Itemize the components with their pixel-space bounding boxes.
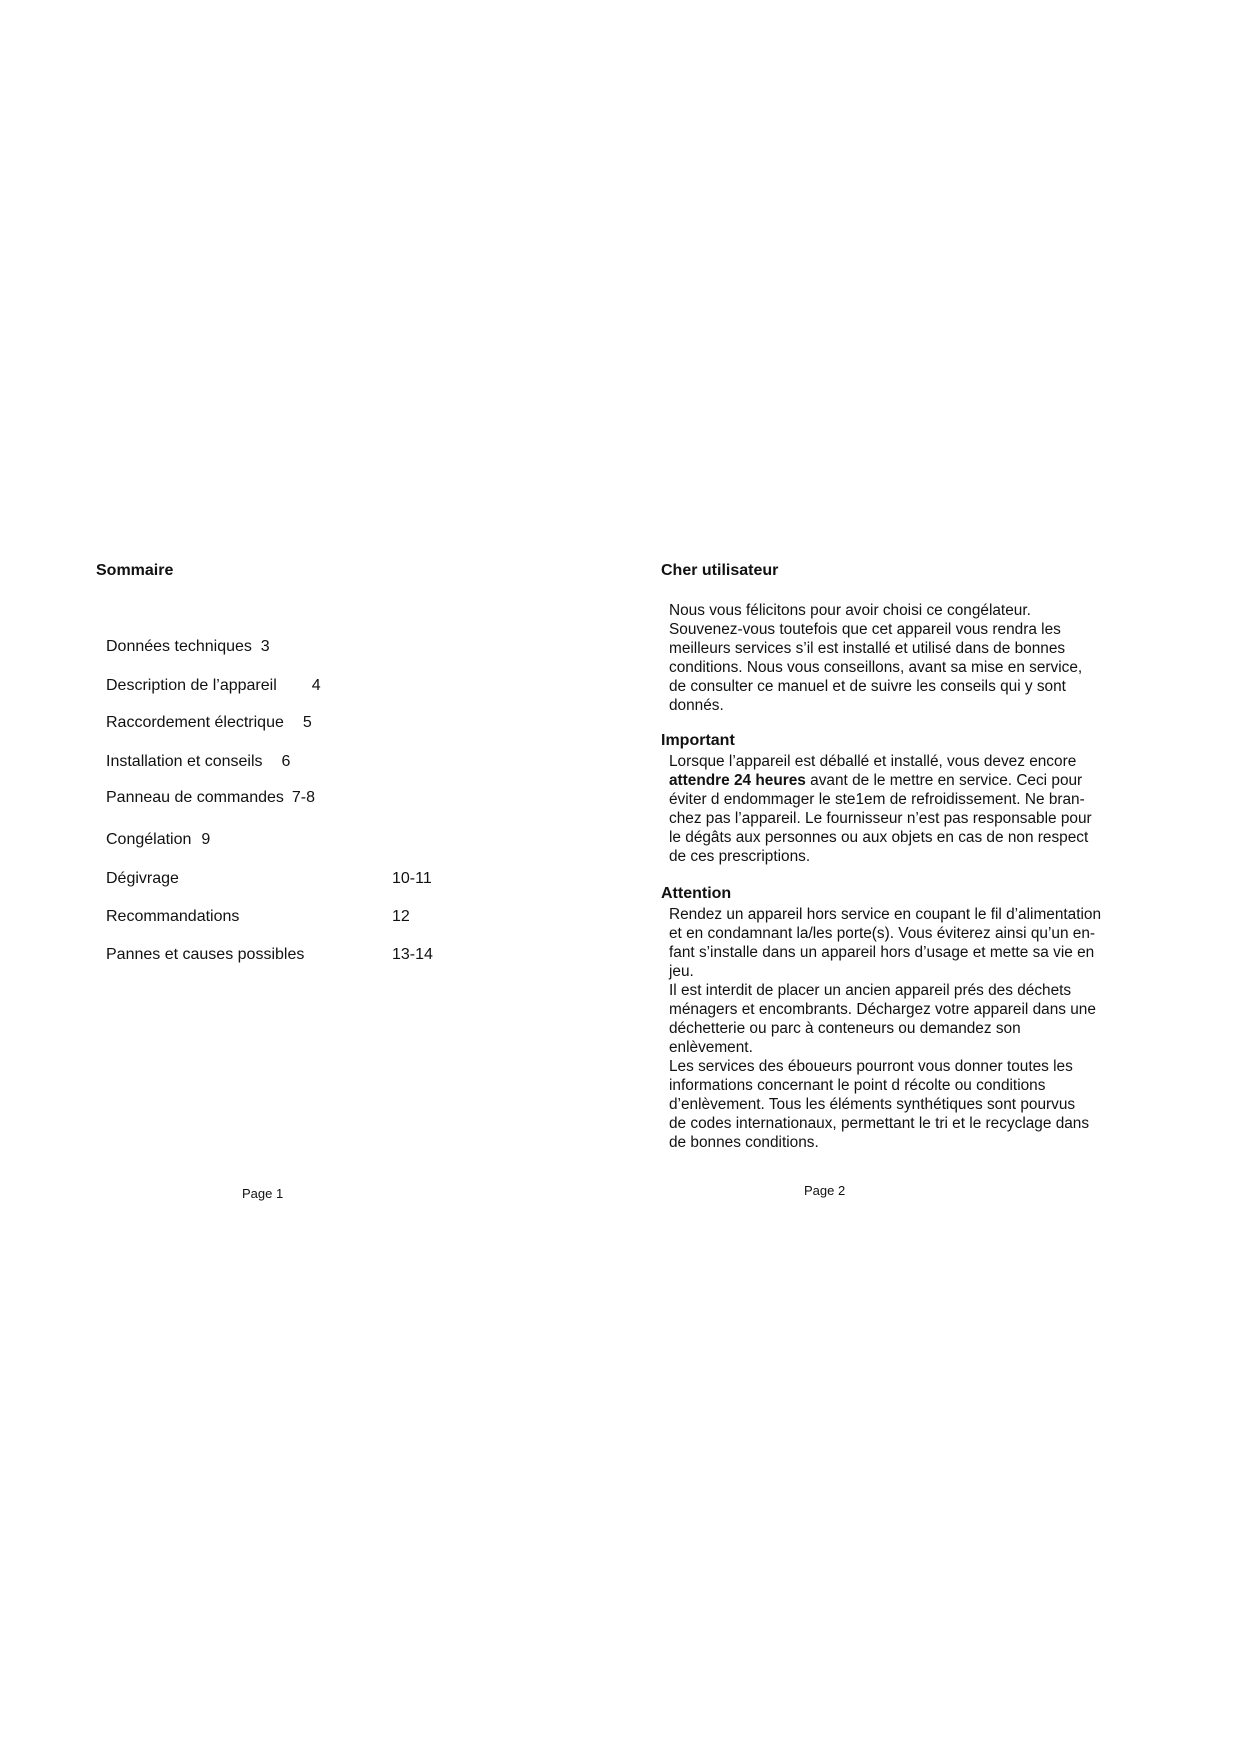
toc-entry-page: 12 — [392, 908, 410, 925]
text-line: donnés. — [669, 697, 724, 714]
text-line: de codes internationaux, permettant le tri et le recyclage dans — [669, 1115, 1090, 1132]
text-line: chez pas l’appareil. Le fournisseur n’est pas responsable pour — [669, 810, 1092, 827]
toc-entry-label: Congélation — [106, 831, 192, 848]
text-line: de ces prescriptions. — [669, 848, 811, 865]
text-line: jeu. — [669, 963, 694, 980]
toc-entry-label: Données techniques — [106, 638, 252, 655]
right-page — [620, 0, 1241, 1754]
toc-entry-page: 3 — [260, 638, 270, 655]
toc-entry-installation — [106, 751, 290, 773]
toc-entry-label: Description de l’appareil — [106, 677, 277, 694]
toc-entry-congelation — [106, 829, 210, 851]
text-segment: avant de le mettre en service. Ceci pour — [805, 772, 1083, 789]
toc-entry-page: 6 — [281, 753, 291, 770]
toc-entry-label: Installation et conseils — [106, 753, 263, 770]
text-line: fant s’installe dans un appareil hors d’usage et mette sa vie en — [669, 944, 1095, 961]
text-line: Nous vous félicitons pour avoir choisi ce congélateur. — [669, 602, 1031, 619]
toc-entry-page: 9 — [201, 831, 211, 848]
toc-entry-description — [106, 675, 321, 697]
toc-entry-page: 4 — [311, 677, 321, 694]
toc-entry-label: Raccordement électrique — [106, 714, 284, 731]
intro-paragraph — [669, 601, 1082, 715]
text-line: Il est interdit de placer un ancien appareil prés des déchets — [669, 982, 1072, 999]
text-line: conditions. Nous vous conseillons, avant sa mise en service, — [669, 659, 1083, 676]
toc-entry-label: Recommandations — [106, 908, 240, 925]
text-line: informations concernant le point d récolte ou conditions — [669, 1077, 1046, 1094]
text-line: ménagers et encombrants. Déchargez votre appareil dans une — [669, 1001, 1096, 1018]
text-line: Lorsque l’appareil est déballé et installé, vous devez encore — [669, 753, 1077, 770]
toc-entry-raccordement — [106, 712, 312, 734]
toc-entry-label: Panneau de commandes — [106, 789, 284, 806]
text-line: Souvenez-vous toutefois que cet appareil vous rendra les — [669, 621, 1061, 638]
toc-entry-label: Pannes et causes possibles — [106, 946, 305, 963]
text-line: d’enlèvement. Tous les éléments synthétiques sont pourvus — [669, 1096, 1076, 1113]
toc-title: Sommaire — [96, 562, 174, 579]
toc-entry-donnees-techniques — [106, 636, 270, 658]
text-line: éviter d endommager le ste1em de refroidissement. Ne bran- — [669, 791, 1085, 808]
text-line: de consulter ce manuel et de suivre les conseils qui y sont — [669, 678, 1066, 695]
text-line: déchetterie ou parc à conteneurs ou demandez son — [669, 1020, 1021, 1037]
text-line: enlèvement. — [669, 1039, 753, 1056]
text-line: Rendez un appareil hors service en coupant le fil d’alimentation — [669, 906, 1102, 923]
toc-entry-page: 10-11 — [392, 870, 432, 887]
text-line: et en condamnant la/les porte(s). Vous éviterez ainsi qu’un en- — [669, 925, 1096, 942]
text-line: meilleurs services s’il est installé et utilisé dans de bonnes — [669, 640, 1066, 657]
text-line: de bonnes conditions. — [669, 1134, 819, 1151]
toc-entry-page: 13-14 — [392, 946, 433, 963]
important-heading: Important — [661, 732, 735, 749]
page-number-1: Page 1 — [242, 1186, 284, 1201]
toc-entry-page: 5 — [302, 714, 312, 731]
page-number-2: Page 2 — [804, 1183, 846, 1198]
toc-entry-recommandations — [106, 906, 410, 928]
toc-entry-panneau — [106, 787, 315, 809]
left-page — [0, 0, 620, 1754]
text-line: le dégâts aux personnes ou aux objets en cas de non respect — [669, 829, 1089, 846]
important-paragraph — [669, 752, 1092, 866]
toc-entry-degivrage — [106, 868, 432, 890]
page-title: Cher utilisateur — [661, 562, 779, 579]
text-line — [669, 771, 1092, 790]
toc-entry-pannes — [106, 944, 433, 966]
text-line: Les services des éboueurs pourront vous donner toutes les — [669, 1058, 1073, 1075]
emphasis-text: attendre 24 heures — [669, 772, 806, 789]
attention-paragraph — [669, 905, 1101, 1152]
toc-entry-label: Dégivrage — [106, 870, 179, 887]
attention-heading: Attention — [661, 885, 732, 902]
toc-entry-page: 7-8 — [291, 789, 316, 806]
